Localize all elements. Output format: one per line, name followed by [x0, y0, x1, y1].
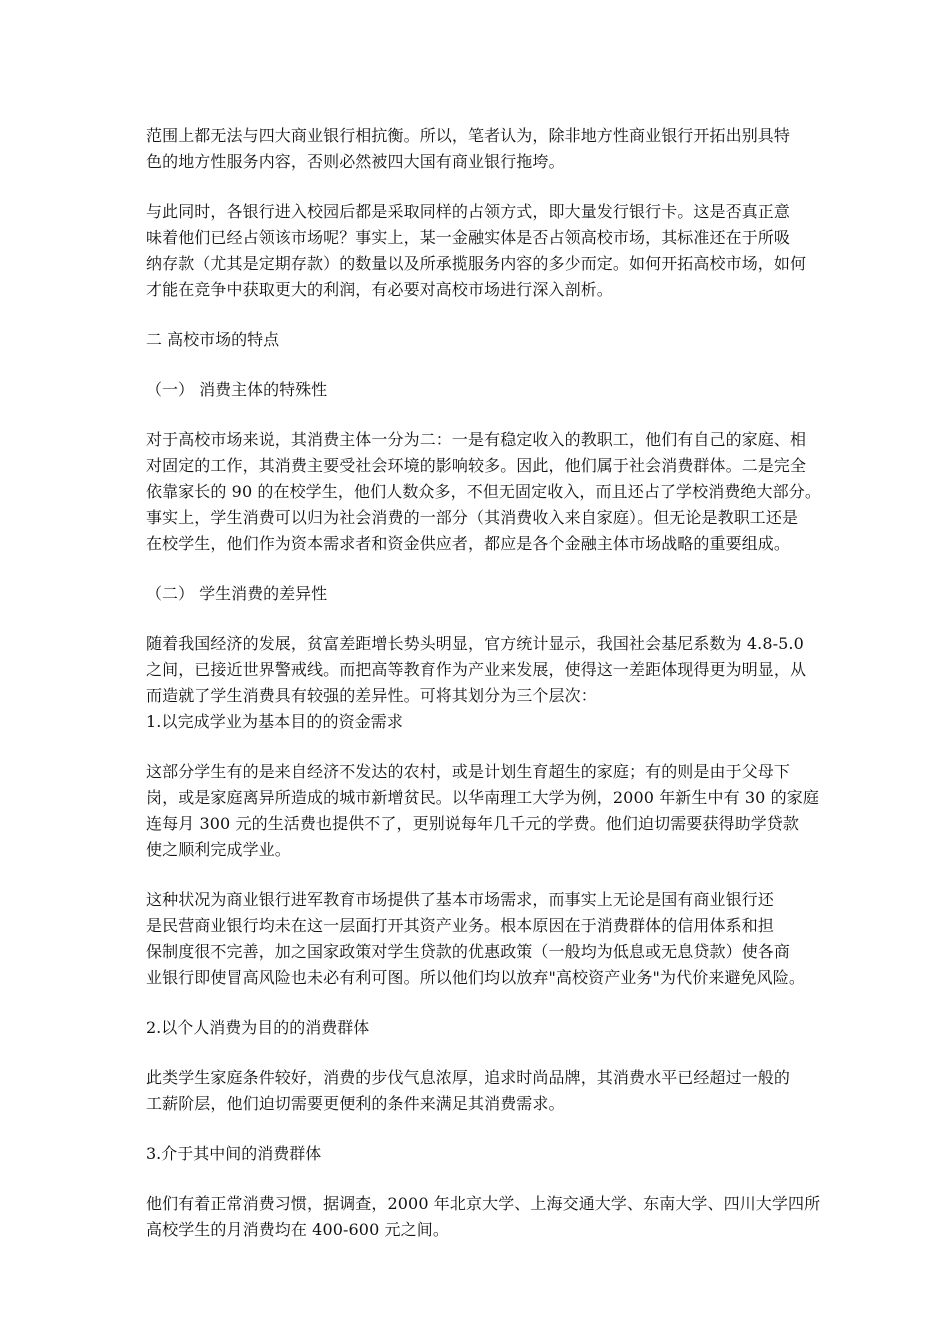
- list-heading: 3.介于其中间的消费群体: [146, 1144, 322, 1163]
- text-line: 他们有着正常消费习惯，据调查，2000 年北京大学、上海交通大学、东南大学、四川大学四所: [146, 1194, 821, 1213]
- text-line: 业银行即使冒高风险也未必有利可图。所以他们均以放弃"高校资产业务"为代价来避免风险。: [146, 968, 805, 987]
- text-line: 随着我国经济的发展，贫富差距增长势头明显，官方统计显示，我国社会基尼系数为 4.8-5.0: [146, 634, 804, 653]
- text-line: 是民营商业银行均未在这一层面打开其资产业务。根本原因在于消费群体的信用体系和担: [146, 916, 774, 935]
- text-line: 而造就了学生消费具有较强的差异性。可将其划分为三个层次：: [146, 686, 597, 705]
- text-line: 才能在竞争中获取更大的利润，有必要对高校市场进行深入剖析。: [146, 280, 613, 299]
- text-line: 连每月 300 元的生活费也提供不了，更别说每年几千元的学费。他们迫切需要获得助学贷款: [146, 814, 800, 833]
- text-line: 在校学生，他们作为资本需求者和资金供应者，都应是各个金融主体市场战略的重要组成。: [146, 534, 791, 553]
- section-heading: 二 高校市场的特点: [146, 330, 280, 349]
- list-heading: 2.以个人消费为目的的消费群体: [146, 1018, 370, 1037]
- list-heading: 1.以完成学业为基本目的的资金需求: [146, 712, 403, 731]
- text-line: 这部分学生有的是来自经济不发达的农村，或是计划生育超生的家庭；有的则是由于父母下: [146, 762, 791, 781]
- document-body: [146, 123, 821, 1243]
- text-line: 此类学生家庭条件较好，消费的步伐气息浓厚，追求时尚品牌，其消费水平已经超过一般的: [146, 1068, 791, 1087]
- text-line: 味着他们已经占领该市场呢？事实上，某一金融实体是否占领高校市场，其标准还在于所吸: [146, 228, 791, 247]
- text-line: 色的地方性服务内容，否则必然被四大国有商业银行拖垮。: [146, 152, 565, 171]
- text-line: 依靠家长的 90 的在校学生，他们人数众多，不但无固定收入，而且还占了学校消费绝大部分。: [146, 482, 821, 501]
- paragraph: [146, 199, 814, 303]
- text-line: 使之顺利完成学业。: [146, 840, 291, 859]
- paragraph: [146, 887, 814, 991]
- text-line: 纳存款（尤其是定期存款）的数量以及所承揽服务内容的多少而定。如何开拓高校市场，如何: [146, 254, 807, 273]
- text-line: 工薪阶层，他们迫切需要更便利的条件来满足其消费需求。: [146, 1094, 565, 1113]
- text-line: 事实上，学生消费可以归为社会消费的一部分（其消费收入来自家庭）。但无论是教职工还是: [146, 508, 799, 527]
- text-line: 范围上都无法与四大商业银行相抗衡。所以，笔者认为，除非地方性商业银行开拓出别具特: [146, 126, 791, 145]
- text-line: 对固定的工作，其消费主要受社会环境的影响较多。因此，他们属于社会消费群体。二是完全: [146, 456, 807, 475]
- subsection-heading: （一） 消费主体的特殊性: [146, 380, 328, 399]
- text-line: 高校学生的月消费均在 400-600 元之间。: [146, 1220, 449, 1239]
- paragraph: [146, 427, 821, 557]
- text-line: 对于高校市场来说，其消费主体一分为二：一是有稳定收入的教职工，他们有自己的家庭、相: [146, 430, 807, 449]
- paragraph: [146, 759, 819, 863]
- subsection-heading: （二） 学生消费的差异性: [146, 584, 328, 603]
- text-line: 保制度很不完善，加之国家政策对学生贷款的优惠政策（一般均为低息或无息贷款）使各商: [146, 942, 791, 961]
- text-line: 之间，已接近世界警戒线。而把高等教育作为产业来发展，使得这一差距体现得更为明显，从: [146, 660, 807, 679]
- text-line: 与此同时，各银行进入校园后都是采取同样的占领方式，即大量发行银行卡。这是否真正意: [146, 202, 791, 221]
- paragraph: [146, 1065, 814, 1117]
- paragraph: [146, 631, 814, 735]
- text-line: 岗，或是家庭离异所造成的城市新增贫民。以华南理工大学为例，2000 年新生中有 30 的家庭: [146, 788, 819, 807]
- text-line: 这种状况为商业银行进军教育市场提供了基本市场需求，而事实上无论是国有商业银行还: [146, 890, 774, 909]
- paragraph: [146, 123, 814, 175]
- paragraph: [146, 1191, 821, 1243]
